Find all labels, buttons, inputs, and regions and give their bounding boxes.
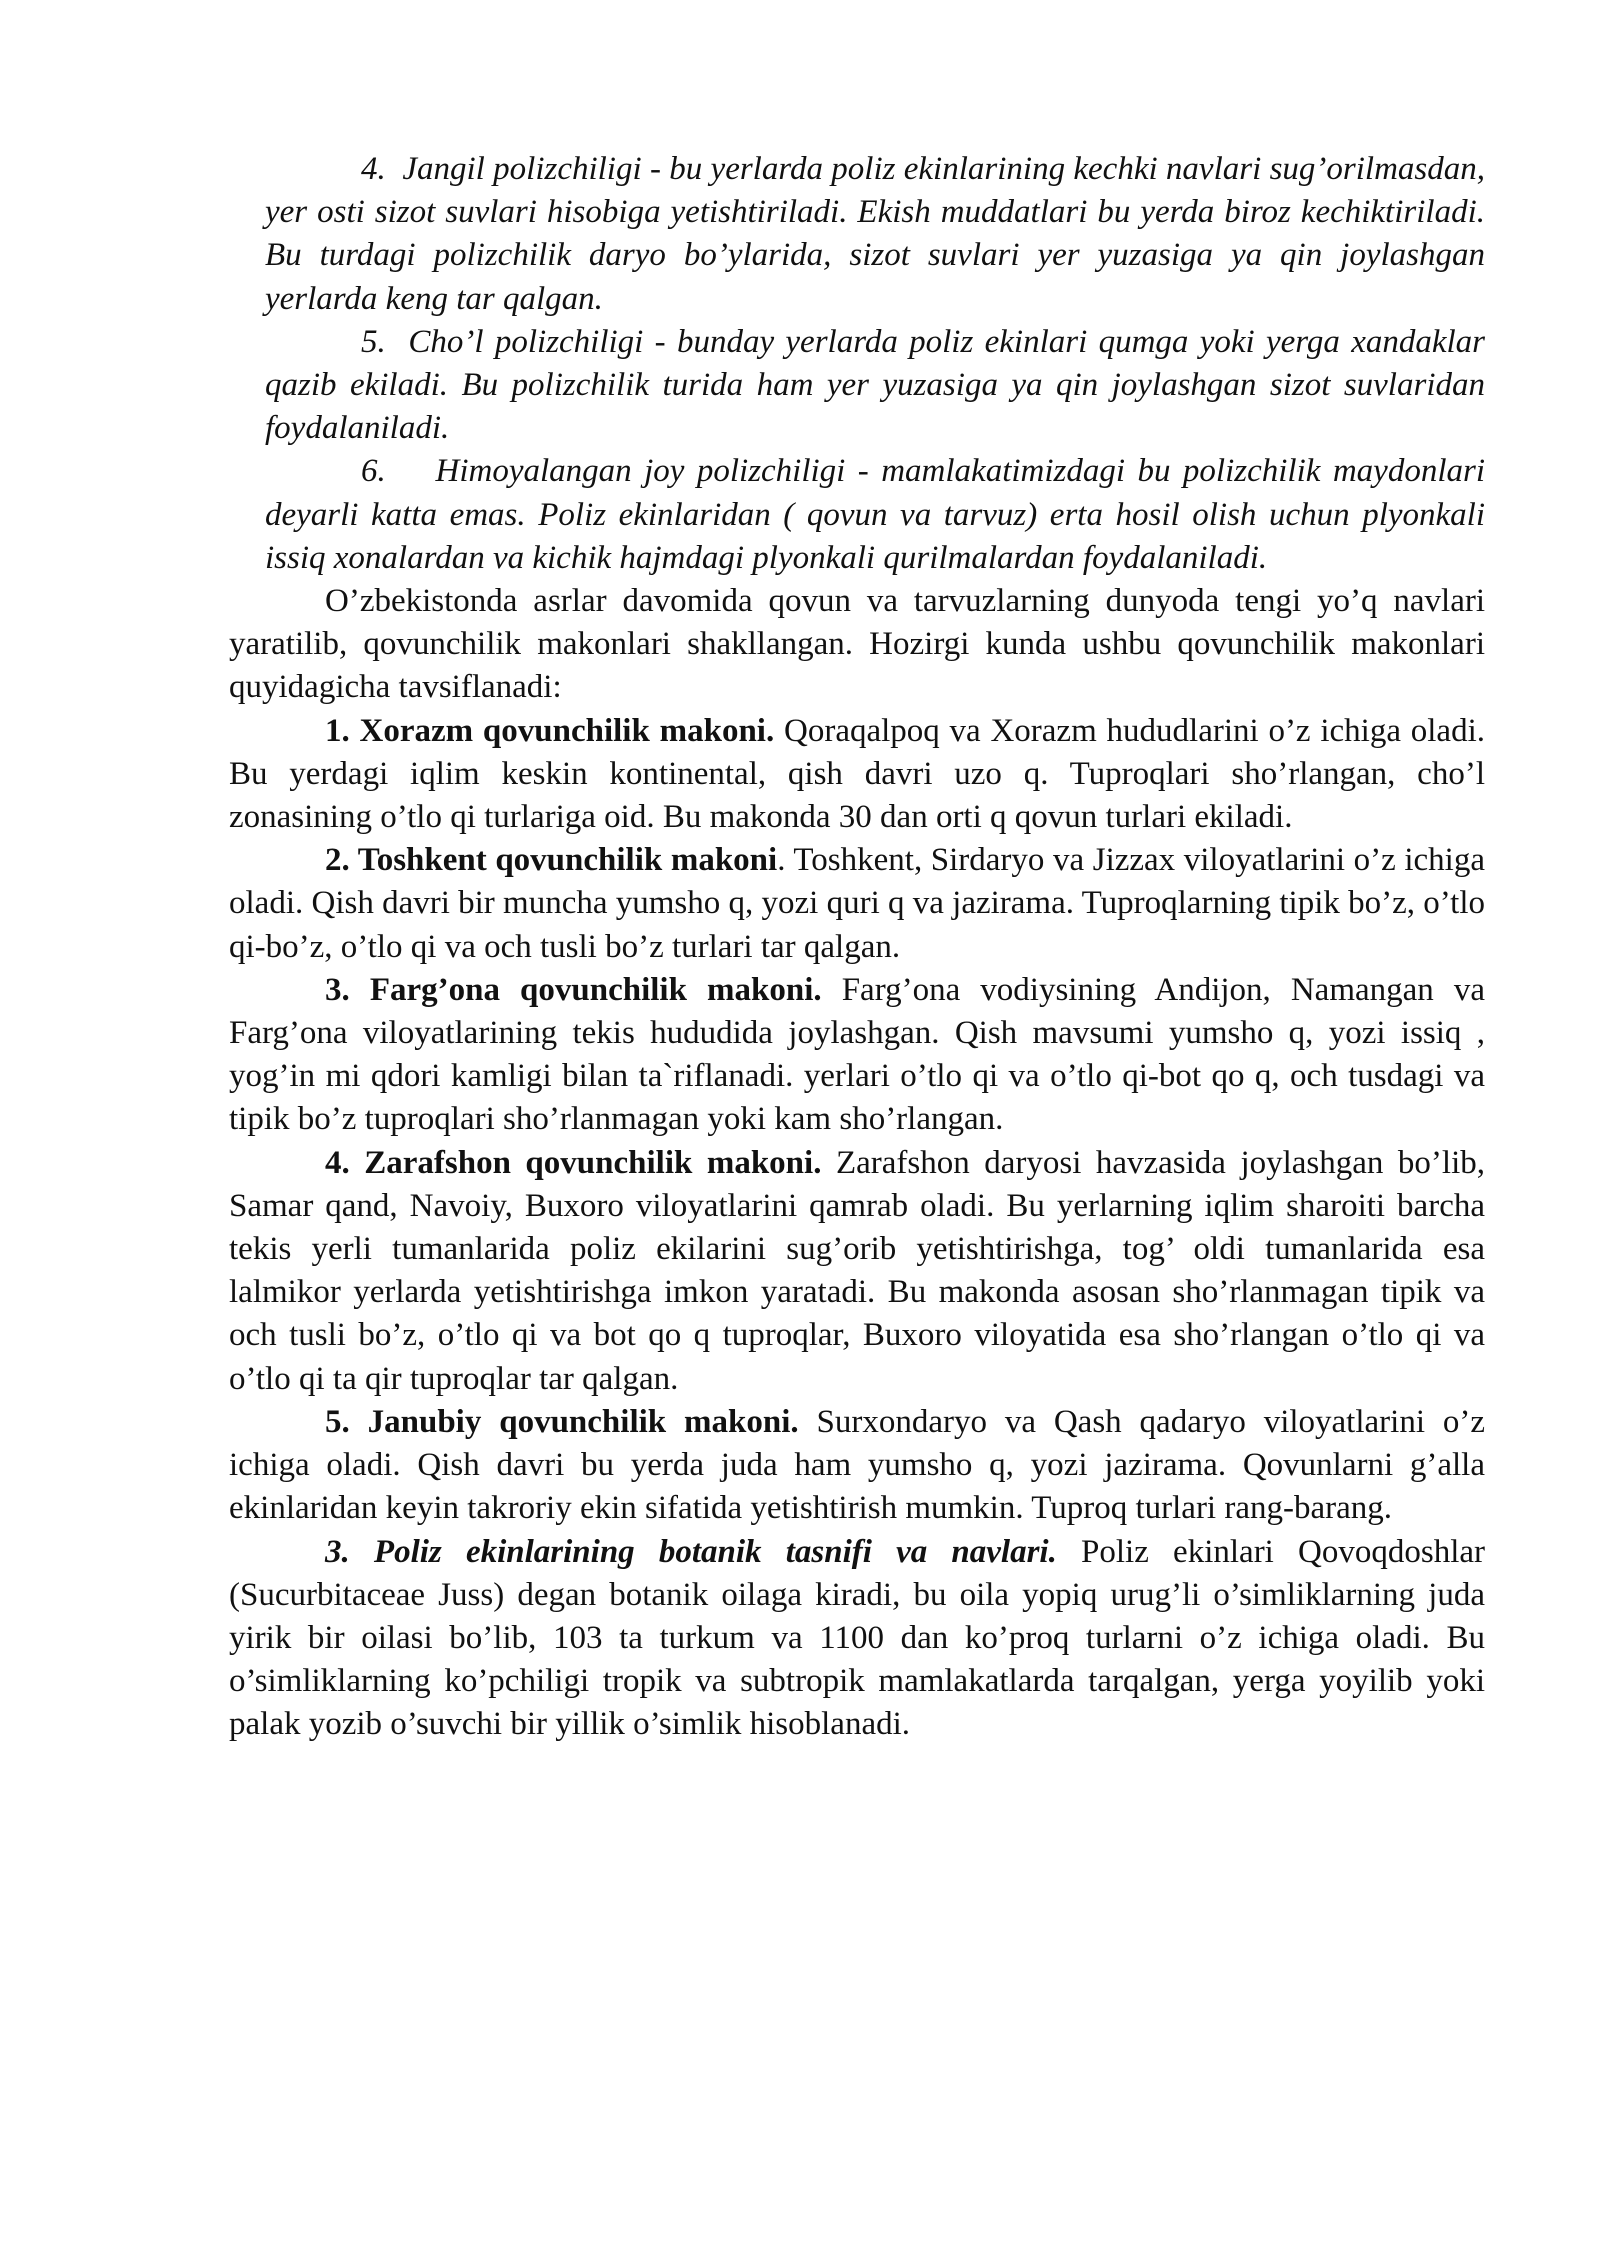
list-item-number: 6. <box>361 453 386 490</box>
region-text: Farg’ona vodiysining Andijon, Namangan va Farg’ona viloyatlarining tekis hududida joylashgan. Qish mavsumi yumsho q, yozi issiq , yog’in mi qdori kamligi bilan ta`riflanadi. yerlari o’tlo qi va o’tlo qi-bot qo q, och tusdagi va tipik bo’z tuproqlari sho’rlanmagan yoki kam sho’rlangan. <box>229 971 1485 1138</box>
section-text: Poliz ekinlari Qovoqdoshlar (Sucurbitaceae Juss) degan botanik oilaga kiradi, bu oila yopiq urug’li o’simliklarning juda yirik bir oilasi bo’lib, 103 ta turkum va 1100 dan ko’proq turlarni o’z ichiga oladi. Bu o’simliklarning ko’pchiligi tropik va subtropik mamlakatlarda tarqalgan, yerga yoyilib yoki palak yozib o’suvchi bir yillik o’simlik hisoblanadi. <box>229 1533 1486 1743</box>
region-title: 1. Xorazm qovunchilik makoni. <box>325 712 775 749</box>
section-3-paragraph <box>229 1531 1485 1747</box>
list-item-number: 4. <box>361 151 386 187</box>
section-heading: 3. Poliz ekinlarining botanik tasnifi va navlari. <box>325 1533 1057 1570</box>
region-title: 2. Toshkent qovunchilik makoni <box>325 842 778 879</box>
region-title: 5. Janubiy qovunchilik makoni. <box>325 1403 799 1440</box>
region-title: 3. Farg’ona qovunchilik makoni. <box>325 971 822 1008</box>
document-page <box>229 148 1485 1747</box>
list-item-text: Cho’l polizchiligi - bunday yerlarda poliz ekinlari qumga yoki yerga xandaklar qazib ekiladi. Bu polizchilik turida ham yer yuzasiga ya qin joylashgan sizot suvlaridan foydalaniladi. <box>265 323 1486 447</box>
list-item-himoyalangan <box>229 450 1485 580</box>
list-item-text: Himoyalangan joy polizchiligi - mamlakatimizdagi bu polizchilik maydonlari deyarli katta emas. Poliz ekinlaridan ( qovun va tarvuz) erta hosil olish uchun plyonkali issiq xonalardan va kichik hajmdagi plyonkali qurilmalardan foydalaniladi. <box>265 453 1486 576</box>
list-item-chol <box>229 321 1485 451</box>
list-item-text: Jangil polizchiligi - bu yerlarda poliz ekinlarining kechki navlari sug’orilmasdan, yer osti sizot suvlari hisobiga yetishtiriladi. Ekish muddatlari bu yerda biroz kechiktiriladi. Bu turdagi polizchilik daryo bo’ylarida, sizot suvlari yer yuzasiga ya qin joylashgan yerlarda keng tar qalgan. <box>265 151 1485 317</box>
region-text: Surxondaryo va Qash qadaryo viloyatlarini o’z ichiga oladi. Qish davri bu yerda juda ham yumsho q, yozi jazirama. Qovunlarni g’alla ekinlaridan keyin takroriy ekin sifatida yetishtirish mumkin. Tuproq turlari rang-barang. <box>229 1403 1485 1527</box>
region-text: Qoraqalpoq va Xorazm hududlarini o’z ichiga oladi. Bu yerdagi iqlim keskin kontinental, qish davri uzo q. Tuproqlari sho’rlangan, cho’l zonasining o’tlo qi turlariga oid. Bu makonda 30 dan orti q qovun turlari ekiladi. <box>229 712 1485 836</box>
region-paragraph-xorazm <box>229 710 1485 840</box>
region-title: 4. Zarafshon qovunchilik makoni. <box>325 1144 822 1181</box>
region-text: Zarafshon daryosi havzasida joylashgan bo’lib, Samar qand, Navoiy, Buxoro viloyatlarini qamrab oladi. Bu yerlarning iqlim sharoiti barcha tekis yerli tumanlarida poliz ekilarini sug’orib yetishtirishga, tog’ oldi tumanlarida esa lalmikor yerlarda yetishtirishga imkon yaratadi. Bu makonda asosan sho’rlanmagan tipik va och tusli bo’z, o’tlo qi va bot qo q tuproqlar, Buxoro viloyatida esa sho’rlangan o’tlo qi va o’tlo qi ta qir tuproqlar tar qalgan. <box>229 1144 1485 1397</box>
region-text: . Toshkent, Sirdaryo va Jizzax viloyatlarini o’z ichiga oladi. Qish davri bir muncha yumsho q, yozi quri q va jazirama. Tuproqlarning tipik bo’z, o’tlo qi-bo’z, o’tlo qi va och tusli bo’z turlari tar qalgan. <box>229 842 1485 965</box>
region-paragraph-toshkent <box>229 839 1485 969</box>
list-item-number: 5. <box>361 323 386 360</box>
intro-paragraph: O’zbekistonda asrlar davomida qovun va tarvuzlarning dunyoda tengi yo’q navlari yaratilib, qovunchilik makonlari shakllangan. Hozirgi kunda ushbu qovunchilik makonlari quyidagicha tavsiflanadi: <box>229 583 1485 706</box>
region-paragraph-fargona <box>229 969 1485 1142</box>
region-paragraph-zarafshon <box>229 1142 1485 1401</box>
region-paragraph-janubiy <box>229 1401 1485 1531</box>
list-item-jangil <box>229 148 1485 321</box>
